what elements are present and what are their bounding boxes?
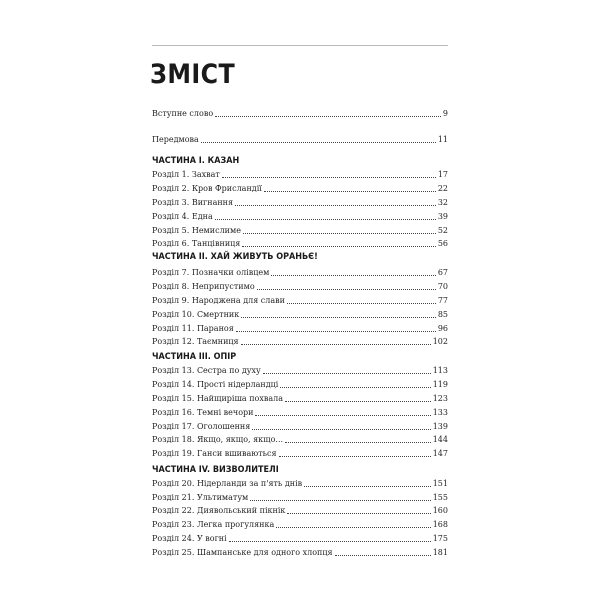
toc-entry-label: Розділ 16. Темні вечори: [152, 408, 254, 417]
toc-entry: [152, 377, 448, 390]
dot-leader: [201, 141, 436, 143]
dot-leader: [263, 372, 431, 374]
page-title: ЗМІСТ: [150, 59, 236, 90]
toc-entry-page: 77: [437, 296, 448, 305]
dot-leader: [257, 288, 436, 290]
dot-leader: [279, 455, 431, 457]
dot-leader: [250, 499, 430, 501]
toc-entry-label: Розділ 9. Народжена для слави: [152, 296, 285, 305]
toc-entry-page: 56: [437, 239, 448, 248]
toc-entry-label: Розділ 22. Диявольський пікнік: [152, 506, 286, 515]
toc-entry-label: Розділ 13. Сестра по духу: [152, 366, 261, 375]
toc-entry-label: Передмова: [152, 135, 199, 144]
toc-entry-foreword: [152, 132, 448, 145]
part-heading: ЧАСТИНА IV. ВИЗВОЛИТЕЛІ: [152, 465, 279, 475]
toc-entry-label: Розділ 21. Ультиматум: [152, 493, 249, 502]
dot-leader: [252, 428, 430, 430]
toc-entry: [152, 265, 448, 278]
toc-entry: [152, 279, 448, 292]
toc-entry-page: 22: [437, 184, 448, 193]
toc-entry-page: 70: [437, 282, 448, 291]
part-heading: ЧАСТИНА І. КАЗАН: [152, 156, 240, 166]
toc-entry: [152, 181, 448, 194]
dot-leader: [229, 540, 431, 542]
toc-entry-label: Розділ 24. У вогні: [152, 534, 227, 543]
toc-entry-page: 96: [437, 324, 448, 333]
dot-leader: [236, 330, 436, 332]
toc-entry-page: 160: [432, 506, 448, 515]
toc-entry: [152, 236, 448, 249]
toc-entry-label: Розділ 4. Една: [152, 212, 213, 221]
toc-entry-page: 123: [432, 394, 448, 403]
toc-entry-label: Розділ 8. Неприпустимо: [152, 282, 255, 291]
toc-entry: [152, 545, 448, 558]
toc-entry-page: 155: [432, 493, 448, 502]
toc-entry-page: 32: [437, 198, 448, 207]
dot-leader: [271, 274, 435, 276]
toc-entry: [152, 391, 448, 404]
toc-entry-label: Розділ 5. Немислиме: [152, 226, 241, 235]
toc-entry-label: Розділ 17. Оголошення: [152, 422, 251, 431]
dot-leader: [235, 204, 436, 206]
toc-entry-page: 52: [437, 226, 448, 235]
dot-leader: [215, 115, 441, 117]
toc-entry: [152, 517, 448, 530]
toc-entry-page: 113: [432, 366, 448, 375]
toc-entry: [152, 531, 448, 544]
toc-entry-label: Вступне слово: [152, 109, 214, 118]
toc-entry-label: Розділ 25. Шампанське для одного хлопця: [152, 548, 333, 557]
toc-entry: [152, 321, 448, 334]
toc-entry: [152, 307, 448, 320]
dot-leader: [304, 485, 431, 487]
toc-entry-page: 175: [432, 534, 448, 543]
toc-entry: [152, 405, 448, 418]
toc-entry: [152, 363, 448, 376]
toc-entry-page: 11: [437, 135, 448, 144]
toc-entry-label: Розділ 20. Нідерланди за п'ять днів: [152, 479, 303, 488]
toc-entry-label: Розділ 2. Кров Фрисландії: [152, 184, 262, 193]
toc-entry-page: 17: [437, 170, 448, 179]
toc-entry-label: Розділ 12. Таємниця: [152, 337, 239, 346]
toc-entry: [152, 432, 448, 445]
part-heading: ЧАСТИНА ІІ. ХАЙ ЖИВУТЬ ОРАНЬЄ!: [152, 252, 318, 262]
dot-leader: [255, 414, 430, 416]
toc-entry-page: 102: [432, 337, 448, 346]
toc-entry: [152, 223, 448, 236]
dot-leader: [280, 386, 430, 388]
toc-entry-label: Розділ 7. Позначки олівцем: [152, 268, 270, 277]
toc-entry-page: 181: [432, 548, 448, 557]
toc-entry: [152, 490, 448, 503]
dot-leader: [222, 176, 436, 178]
dot-leader: [241, 343, 431, 345]
toc-entry-page: 39: [437, 212, 448, 221]
dot-leader: [285, 441, 431, 443]
top-rule: [152, 45, 448, 46]
toc-entry: [152, 476, 448, 489]
toc-entry-page: 67: [437, 268, 448, 277]
toc-entry-page: 139: [432, 422, 448, 431]
dot-leader: [287, 302, 436, 304]
toc-entry-page: 147: [432, 449, 448, 458]
toc-entry-page: 151: [432, 479, 448, 488]
toc-entry: [152, 167, 448, 180]
toc-entry-page: 9: [442, 109, 448, 118]
toc-entry-label: Розділ 3. Вигнання: [152, 198, 234, 207]
toc-entry: [152, 195, 448, 208]
toc-entry: [152, 446, 448, 459]
toc-entry-page: 119: [432, 380, 448, 389]
dot-leader: [242, 245, 435, 247]
dot-leader: [285, 400, 431, 402]
toc-entry: [152, 419, 448, 432]
dot-leader: [276, 526, 430, 528]
toc-entry: [152, 334, 448, 347]
toc-entry-label: Розділ 14. Прості нідерландці: [152, 380, 279, 389]
toc-entry: [152, 209, 448, 222]
dot-leader: [215, 218, 436, 220]
toc-entry-label: Розділ 10. Смертник: [152, 310, 240, 319]
toc-entry: [152, 293, 448, 306]
toc-entry-page: 168: [432, 520, 448, 529]
toc-entry-label: Розділ 15. Найщиріша похвала: [152, 394, 283, 403]
dot-leader: [241, 316, 436, 318]
toc-entry-page: 144: [432, 435, 448, 444]
dot-leader: [264, 190, 436, 192]
dot-leader: [243, 232, 436, 234]
toc-entry-page: 133: [432, 408, 448, 417]
toc-entry-page: 85: [437, 310, 448, 319]
toc-entry-label: Розділ 23. Легка прогулянка: [152, 520, 275, 529]
toc-entry-intro: [152, 106, 448, 119]
toc-entry-label: Розділ 11. Параноя: [152, 324, 234, 333]
toc-entry-label: Розділ 19. Ганси вшиваються: [152, 449, 277, 458]
toc-entry-label: Розділ 6. Танцівниця: [152, 239, 241, 248]
dot-leader: [335, 554, 431, 556]
toc-entry-label: Розділ 1. Захват: [152, 170, 220, 179]
toc-entry: [152, 503, 448, 516]
toc-entry-label: Розділ 18. Якщо, якщо, якщо...: [152, 435, 284, 444]
part-heading: ЧАСТИНА ІІІ. ОПІР: [152, 352, 237, 362]
dot-leader: [287, 512, 430, 514]
